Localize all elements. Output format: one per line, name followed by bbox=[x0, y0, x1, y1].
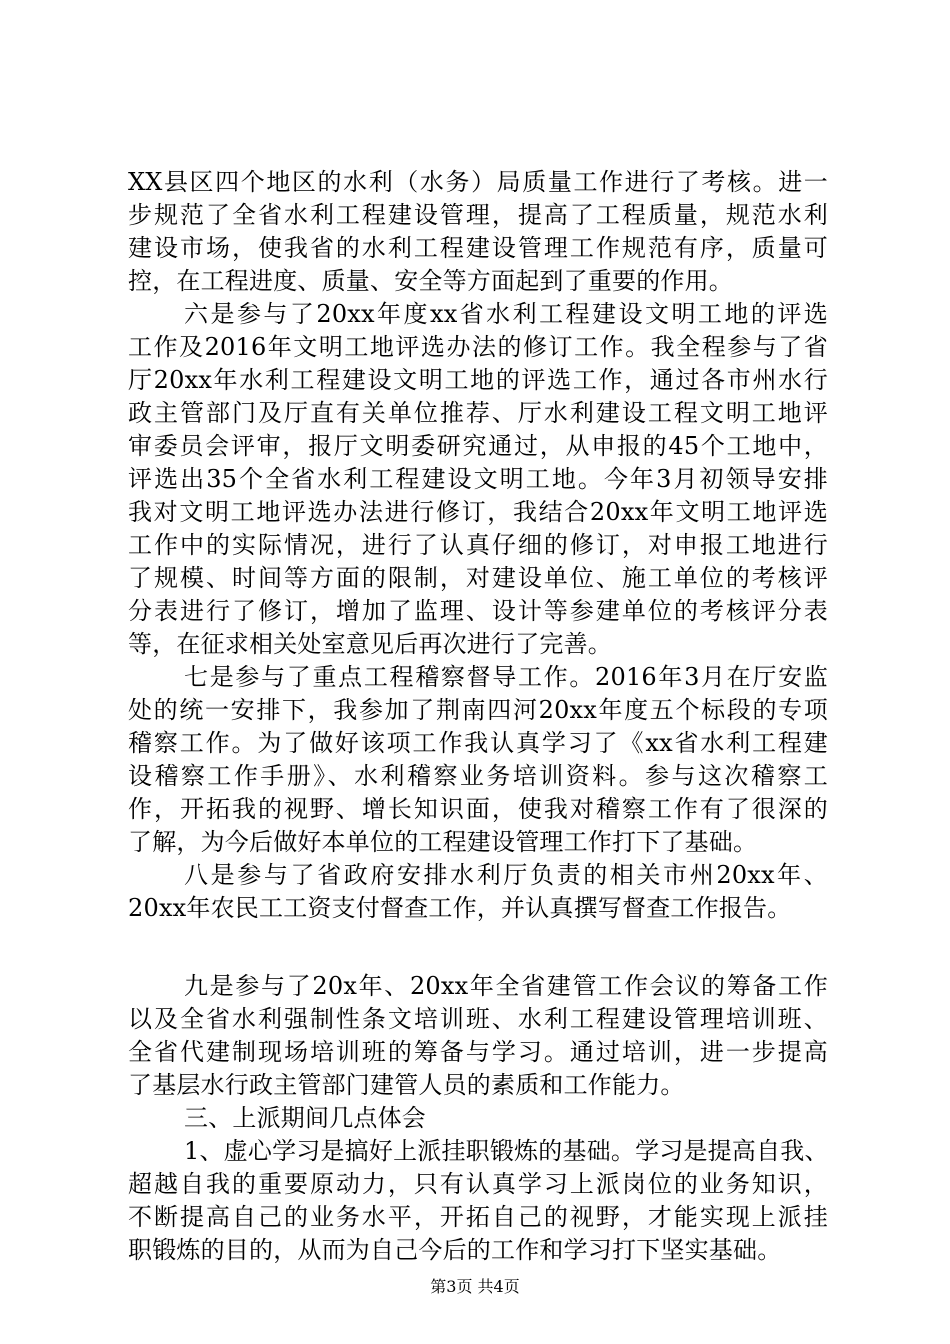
text-line: 工作中的实际情况，进行了认真仔细的修订，对申报工地进行 bbox=[128, 531, 828, 559]
text-line: 等，在征求相关处室意见后再次进行了完善。 bbox=[128, 630, 612, 658]
text-line: 控，在工程进度、质量、安全等方面起到了重要的作用。 bbox=[128, 267, 733, 295]
text-line: 审委员会评审，报厅文明委研究通过，从申报的45个工地中， bbox=[128, 432, 828, 460]
text-line: 了基层水行政主管部门建管人员的素质和工作能力。 bbox=[128, 1071, 685, 1099]
text-line: 职锻炼的目的，从而为自己今后的工作和学习打下坚实基础。 bbox=[128, 1236, 782, 1264]
paragraph-p3 bbox=[128, 661, 828, 859]
paragraph-p5 bbox=[128, 970, 828, 1102]
text-line: 九是参与了20x年、20xx年全省建管工作会议的筹备工作 bbox=[184, 972, 828, 1000]
text-line: 分表进行了修订，增加了监理、设计等参建单位的考核评分表 bbox=[128, 597, 828, 625]
page-number-label: 第3页 共4页 bbox=[430, 1277, 520, 1296]
heading-text: 三、上派期间几点体会 bbox=[184, 1104, 426, 1132]
text-line: 建设市场，使我省的水利工程建设管理工作规范有序，质量可 bbox=[128, 234, 828, 262]
text-line: 作，开拓我的视野、增长知识面，使我对稽察工作有了很深的 bbox=[128, 795, 828, 823]
text-line: 了解，为今后做好本单位的工程建设管理工作打下了基础。 bbox=[128, 828, 758, 856]
paragraph-p4 bbox=[128, 859, 828, 925]
text-line: 八是参与了省政府安排水利厅负责的相关市州20xx年、 bbox=[184, 861, 828, 889]
section-heading bbox=[128, 1102, 828, 1135]
blank-line bbox=[128, 925, 828, 970]
text-line: 政主管部门及厅直有关单位推荐、厅水利建设工程文明工地评 bbox=[128, 399, 828, 427]
page-footer bbox=[0, 1276, 950, 1298]
text-line: XX县区四个地区的水利（水务）局质量工作进行了考核。进一 bbox=[128, 168, 828, 196]
text-line: 1、虚心学习是搞好上派挂职锻炼的基础。学习是提高自我、 bbox=[184, 1137, 829, 1165]
paragraph-p7 bbox=[128, 1135, 828, 1267]
text-line: 稽察工作。为了做好该项工作我认真学习了《xx省水利工程建 bbox=[128, 729, 828, 757]
text-line: 工作及2016年文明工地评选办法的修订工作。我全程参与了省 bbox=[128, 333, 828, 361]
text-line: 评选出35个全省水利工程建设文明工地。今年3月初领导安排 bbox=[128, 465, 828, 493]
paragraph-p1 bbox=[128, 166, 828, 298]
text-line: 我对文明工地评选办法进行修订，我结合20xx年文明工地评选 bbox=[128, 498, 828, 526]
text-line: 全省代建制现场培训班的筹备与学习。通过培训，进一步提高 bbox=[128, 1038, 828, 1066]
text-line: 六是参与了20xx年度xx省水利工程建设文明工地的评选 bbox=[184, 300, 828, 328]
text-line: 处的统一安排下，我参加了荆南四河20xx年度五个标段的专项 bbox=[128, 696, 828, 724]
text-line: 以及全省水利强制性条文培训班、水利工程建设管理培训班、 bbox=[128, 1005, 828, 1033]
text-line: 厅20xx年水利工程建设文明工地的评选工作，通过各市州水行 bbox=[128, 366, 828, 394]
text-line: 设稽察工作手册》、水利稽察业务培训资料。参与这次稽察工 bbox=[128, 762, 828, 790]
text-line: 了规模、时间等方面的限制，对建设单位、施工单位的考核评 bbox=[128, 564, 828, 592]
text-line: 七是参与了重点工程稽察督导工作。2016年3月在厅安监 bbox=[184, 663, 828, 691]
document-body bbox=[128, 166, 828, 1267]
text-line: 20xx年农民工工资支付督查工作，并认真撰写督查工作报告。 bbox=[128, 894, 792, 922]
paragraph-p2 bbox=[128, 298, 828, 661]
text-line: 不断提高自己的业务水平，开拓自己的视野，才能实现上派挂 bbox=[128, 1203, 828, 1231]
text-line: 超越自我的重要原动力，只有认真学习上派岗位的业务知识， bbox=[128, 1170, 828, 1198]
text-line: 步规范了全省水利工程建设管理，提高了工程质量，规范水利 bbox=[128, 201, 828, 229]
